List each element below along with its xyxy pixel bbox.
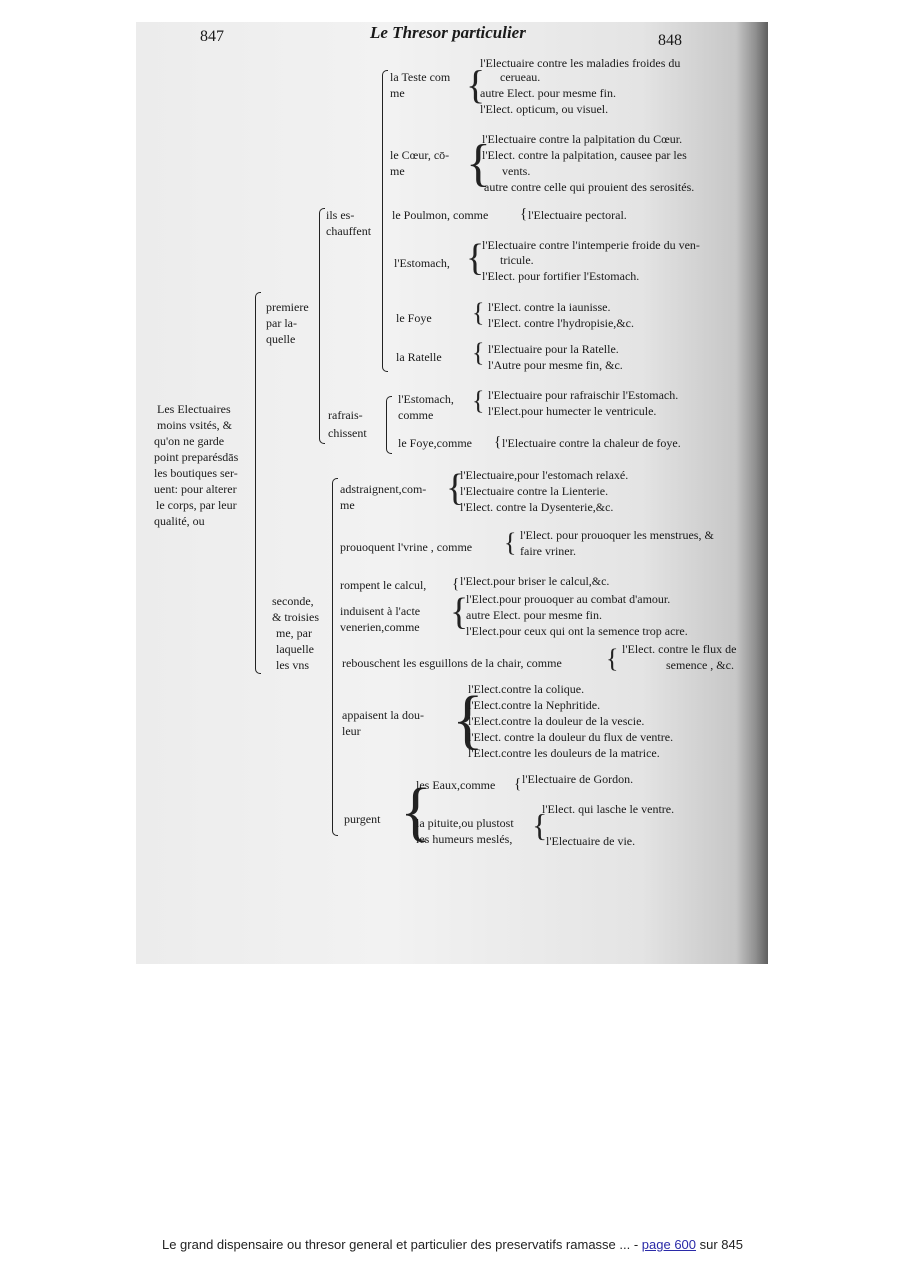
appaisent-item: l'Elect.contre les douleurs de la matrice. bbox=[468, 746, 660, 760]
running-title: Le Thresor particulier bbox=[370, 23, 526, 42]
seconde-label: & troisies bbox=[272, 610, 319, 624]
root-line: le corps, par leur bbox=[156, 498, 237, 512]
premiere-label: quelle bbox=[266, 332, 296, 346]
estomach-item: tricule. bbox=[500, 253, 534, 267]
ratelle-brace: { bbox=[472, 338, 485, 367]
adstraignent-item: l'Electuaire,pour l'estomach relaxé. bbox=[460, 468, 629, 482]
raf-estomach-item: l'Elect.pour humecter le ventricule. bbox=[488, 404, 657, 418]
rompent-brace: { bbox=[452, 576, 460, 592]
pituite-brace: { bbox=[532, 807, 548, 843]
teste-item: l'Elect. opticum, ou visuel. bbox=[480, 102, 609, 116]
ratelle-label: la Ratelle bbox=[396, 350, 442, 364]
teste-item: autre Elect. pour mesme fin. bbox=[480, 86, 616, 100]
rebouschent-label: rebouschent les esguillons de la chair, comme bbox=[342, 656, 562, 670]
rafraischissent-brace bbox=[386, 396, 392, 454]
teste-brace: { bbox=[466, 62, 486, 107]
premiere-brace bbox=[319, 208, 325, 444]
appaisent-label: leur bbox=[342, 724, 361, 738]
root-line: qu'on ne garde bbox=[154, 434, 225, 448]
adstraignent-item: l'Electuaire contre la Lienterie. bbox=[460, 484, 609, 498]
adstraignent-item: l'Elect. contre la Dysenterie,&c. bbox=[460, 500, 614, 514]
foye-label: le Foye bbox=[396, 311, 432, 325]
induisent-item: l'Elect.pour prouoquer au combat d'amour. bbox=[466, 592, 671, 606]
premiere-label: par la- bbox=[266, 316, 297, 330]
adstraignent-label: me bbox=[340, 498, 355, 512]
appaisent-item: l'Elect.contre la douleur de la vescie. bbox=[468, 714, 645, 728]
root-line: uent: pour alterer bbox=[154, 482, 237, 496]
seconde-label: les vns bbox=[276, 658, 309, 672]
teste-item: cerueau. bbox=[500, 70, 541, 84]
teste-label: la Teste com bbox=[390, 70, 451, 84]
appaisent-item: l'Elect.contre la Nephritide. bbox=[468, 698, 601, 712]
estomach-item: l'Elect. pour fortifier l'Estomach. bbox=[482, 269, 640, 283]
teste-label: me bbox=[390, 86, 405, 100]
coeur-brace: { bbox=[466, 135, 491, 192]
induisent-label: induisent à l'acte bbox=[340, 604, 421, 618]
ratelle-item: l'Electuaire pour la Ratelle. bbox=[488, 342, 619, 356]
ils-label: chauffent bbox=[326, 224, 372, 238]
coeur-label: me bbox=[390, 164, 405, 178]
pituite-item: l'Electuaire de vie. bbox=[546, 834, 636, 848]
induisent-item: autre Elect. pour mesme fin. bbox=[466, 608, 602, 622]
pituite-label: les humeurs meslés, bbox=[416, 832, 513, 846]
rebouschent-item: l'Elect. contre le flux de bbox=[622, 642, 737, 656]
raf-estomach-brace: { bbox=[472, 386, 485, 415]
raf-foye-label: le Foye,comme bbox=[398, 436, 472, 450]
ils-brace bbox=[382, 70, 388, 372]
poulmon-item: l'Electuaire pectoral. bbox=[528, 208, 627, 222]
root-line: moins vsités, & bbox=[157, 418, 233, 432]
footer-document-title: Le grand dispensaire ou thresor general et particulier des preservatifs ramasse ... - bbox=[161, 1237, 642, 1252]
appaisent-brace: { bbox=[452, 683, 484, 756]
prouoquent-item: faire vriner. bbox=[520, 544, 576, 558]
purgent-label: purgent bbox=[344, 812, 381, 826]
root-line: les boutiques ser- bbox=[154, 466, 238, 480]
foye-item: l'Elect. contre l'hydropisie,&c. bbox=[488, 316, 634, 330]
prouoquent-item: l'Elect. pour prouoquer les menstrues, & bbox=[520, 528, 714, 542]
footer-page-total: sur 845 bbox=[696, 1237, 743, 1252]
viewer-footer bbox=[0, 1237, 905, 1252]
rafraischissent-label: chissent bbox=[328, 426, 367, 440]
pituite-label: la pituite,ou plustost bbox=[416, 816, 514, 830]
seconde-label: laquelle bbox=[276, 642, 314, 656]
raf-estomach-label: comme bbox=[398, 408, 434, 422]
estomach-item: l'Electuaire contre l'intemperie froide du ven- bbox=[482, 238, 700, 252]
page-gutter-shadow bbox=[736, 22, 768, 964]
raf-estomach-label: l'Estomach, bbox=[398, 392, 454, 406]
teste-item: l'Electuaire contre les maladies froides du bbox=[480, 56, 681, 70]
premiere-label: premiere bbox=[266, 300, 309, 314]
eaux-label: les Eaux,comme bbox=[416, 778, 496, 792]
foye-item: l'Elect. contre la iaunisse. bbox=[488, 300, 611, 314]
rompent-label: rompent le calcul, bbox=[340, 578, 427, 592]
scanned-page bbox=[136, 22, 768, 964]
coeur-item: l'Electuaire contre la palpitation du Cœur. bbox=[482, 132, 683, 146]
root-line: qualité, ou bbox=[154, 514, 205, 528]
rafraischissent-label: rafrais- bbox=[328, 408, 363, 422]
foye-brace: { bbox=[472, 298, 485, 327]
footer-page-link[interactable]: page 600 bbox=[641, 1237, 697, 1252]
root-line: point preparésdās bbox=[154, 450, 239, 464]
coeur-item: l'Elect. contre la palpitation, causee par les bbox=[482, 148, 687, 162]
seconde-brace bbox=[332, 478, 338, 836]
prouoquent-brace: { bbox=[504, 528, 517, 557]
root-brace bbox=[255, 292, 261, 674]
adstraignent-label: adstraignent,com- bbox=[340, 482, 427, 496]
appaisent-item: l'Elect.contre la colique. bbox=[468, 682, 585, 696]
root-line: Les Electuaires bbox=[157, 402, 231, 416]
rebouschent-brace: { bbox=[606, 644, 619, 673]
page-number-right: 848 bbox=[658, 32, 682, 49]
pituite-item: l'Elect. qui lasche le ventre. bbox=[542, 802, 675, 816]
ils-label: ils es- bbox=[326, 208, 355, 222]
raf-foye-brace: { bbox=[494, 434, 502, 450]
coeur-item: autre contre celle qui prouient des serosités. bbox=[484, 180, 695, 194]
raf-foye-item: l'Electuaire contre la chaleur de foye. bbox=[502, 436, 681, 450]
induisent-brace: { bbox=[450, 591, 469, 633]
adstraignent-brace: { bbox=[446, 467, 465, 509]
purgent-brace: { bbox=[400, 775, 432, 848]
coeur-label: le Cœur, cō- bbox=[390, 148, 450, 162]
eaux-item: l'Electuaire de Gordon. bbox=[522, 772, 634, 786]
seconde-label: me, par bbox=[276, 626, 312, 640]
appaisent-item: l'Elect. contre la douleur du flux de ventre. bbox=[468, 730, 674, 744]
poulmon-label: le Poulmon, comme bbox=[392, 208, 489, 222]
induisent-label: venerien,comme bbox=[340, 620, 420, 634]
bleed-through-1 bbox=[396, 380, 399, 392]
appaisent-label: appaisent la dou- bbox=[342, 708, 424, 722]
ratelle-item: l'Autre pour mesme fin, &c. bbox=[488, 358, 623, 372]
estomach-brace: { bbox=[466, 237, 485, 279]
rebouschent-item: semence , &c. bbox=[666, 658, 734, 672]
estomach-label: l'Estomach, bbox=[394, 256, 450, 270]
poulmon-brace: { bbox=[520, 206, 528, 222]
raf-estomach-item: l'Electuaire pour rafraischir l'Estomach. bbox=[488, 388, 679, 402]
page-number-left: 847 bbox=[200, 28, 224, 45]
prouoquent-label: prouoquent l'vrine , comme bbox=[340, 540, 473, 554]
rompent-item: l'Elect.pour briser le calcul,&c. bbox=[460, 574, 610, 588]
induisent-item: l'Elect.pour ceux qui ont la semence trop acre. bbox=[466, 624, 688, 638]
coeur-item: vents. bbox=[502, 164, 531, 178]
seconde-label: seconde, bbox=[272, 594, 314, 608]
eaux-brace: { bbox=[514, 776, 522, 792]
